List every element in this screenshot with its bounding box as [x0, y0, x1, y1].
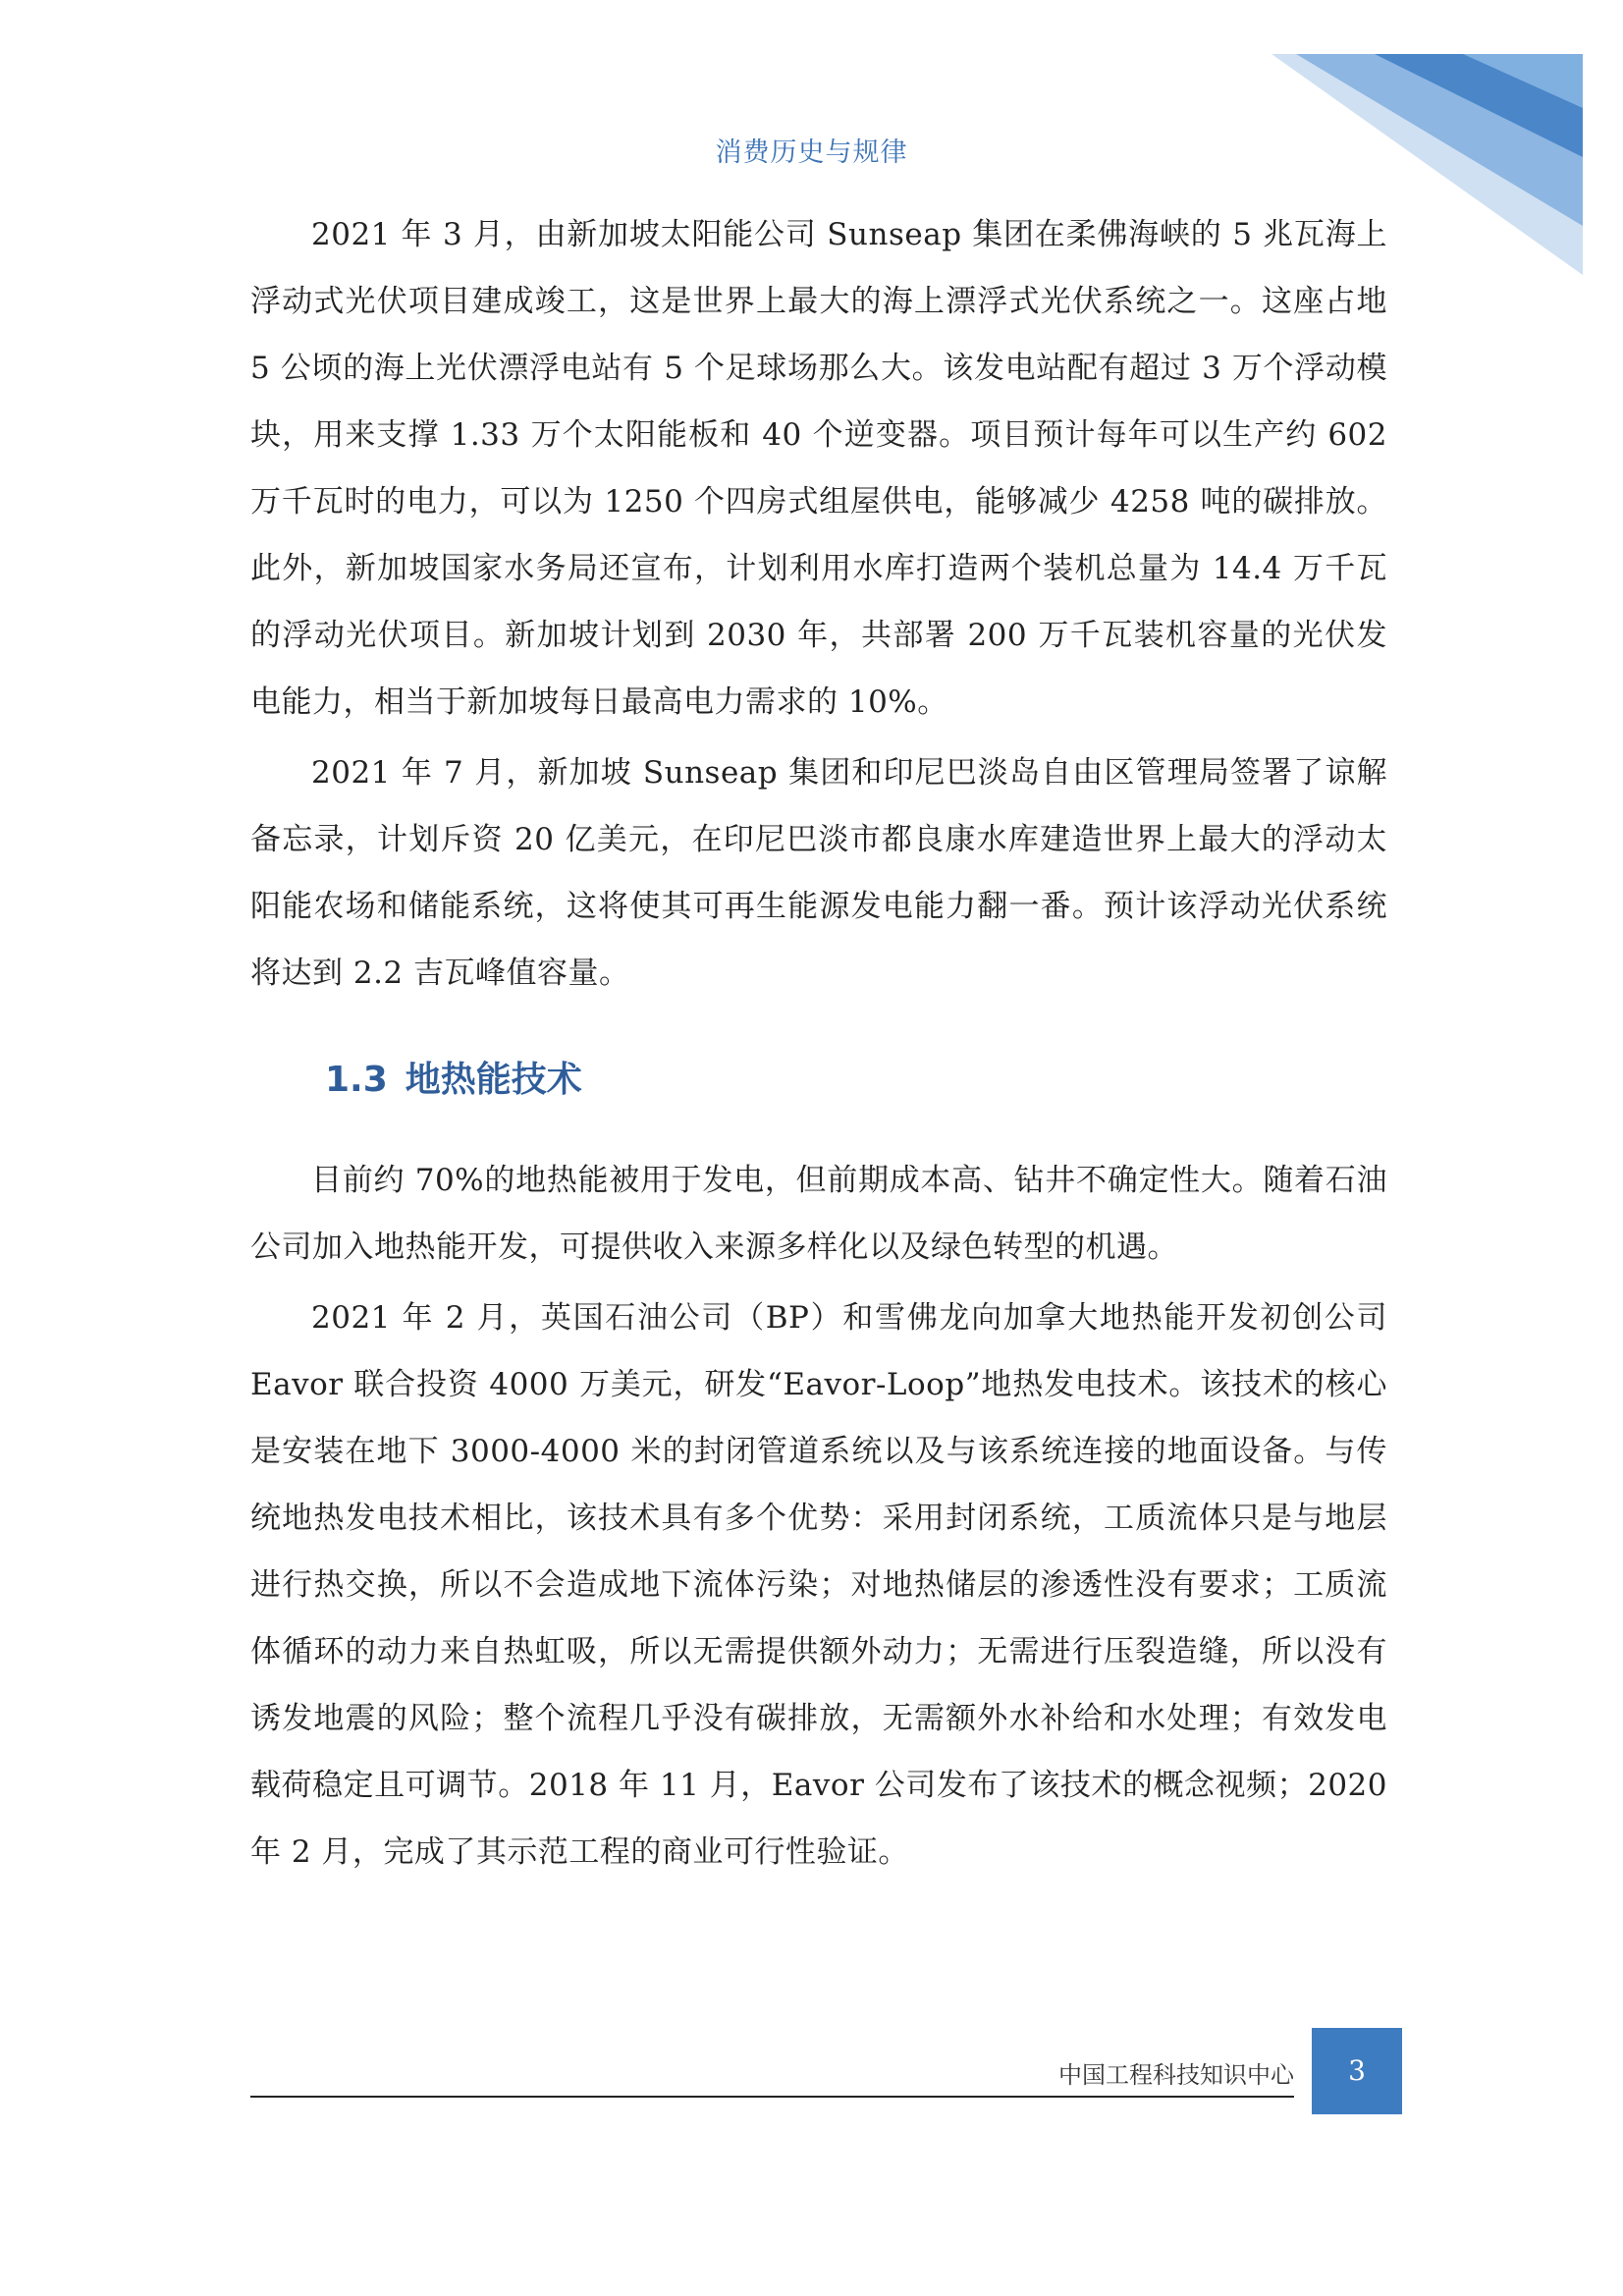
section-heading	[325, 1052, 1387, 1102]
running-header: 消费历史与规律	[715, 137, 908, 168]
paragraph-eavor-loop: 2021 年 2 月，英国石油公司（BP）和雪佛龙向加拿大地热能开发初创公司 Eavor 联合投资 4000 万美元，研发“Eavor-Loop”地热发电技术。该技术的核心是安装在地下 3000-4000 米的封闭管道系统以及与该系统连接的地面设备。与传统地热发电技术相比，该技术具有多个优势：采用封闭系统，工质流体只是与地层进行热交换，所以不会造成地下流体污染；对地热储层的渗透性没有要求；工质流体循环的动力来自热虹吸，所以无需提供额外动力；无需进行压裂造缝，所以没有诱发地震的风险；整个流程几乎没有碳排放，无需额外水补给和水处理；有效发电载荷稳定且可调节。2018 年 11 月，Eavor 公司发布了该技术的概念视频；2020 年 2 月，完成了其示范工程的商业可行性验证。	[250, 1300, 1387, 1870]
footer-organization: 中国工程科技知识中心	[1058, 2061, 1294, 2089]
page-number: 3	[1312, 2028, 1402, 2114]
paragraph-sunseap-indonesia: 2021 年 7 月，新加坡 Sunseap 集团和印尼巴淡岛自由区管理局签署了谅解备忘录，计划斥资 20 亿美元，在印尼巴淡市都良康水库建造世界上最大的浮动太阳能农场和储能系统，这将使其可再生能源发电能力翻一番。预计该浮动光伏系统将达到 2.2 吉瓦峰值容量。	[250, 755, 1387, 991]
section-number: 1.3	[325, 1060, 388, 1100]
page-body	[250, 201, 1387, 1886]
footer-rule	[250, 2096, 1294, 2098]
paragraph-sunseap-singapore: 2021 年 3 月，由新加坡太阳能公司 Sunseap 集团在柔佛海峡的 5 兆瓦海上浮动式光伏项目建成竣工，这是世界上最大的海上漂浮式光伏系统之一。这座占地 5 公顷的海上光伏漂浮电站有 5 个足球场那么大。该发电站配有超过 3 万个浮动模块，用来支撑 1.33 万个太阳能板和 40 个逆变器。项目预计每年可以生产约 602 万千瓦时的电力，可以为 1250 个四房式组屋供电，能够减少 4258 吨的碳排放。此外，新加坡国家水务局还宣布，计划利用水库打造两个装机总量为 14.4 万千瓦的浮动光伏项目。新加坡计划到 2030 年，共部署 200 万千瓦装机容量的光伏发电能力，相当于新加坡每日最高电力需求的 10%。	[250, 217, 1387, 720]
paragraph-geothermal-intro: 目前约 70%的地热能被用于发电，但前期成本高、钻井不确定性大。随着石油公司加入地热能开发，可提供收入来源多样化以及绿色转型的机遇。	[250, 1163, 1387, 1265]
section-title: 地热能技术	[405, 1060, 582, 1100]
